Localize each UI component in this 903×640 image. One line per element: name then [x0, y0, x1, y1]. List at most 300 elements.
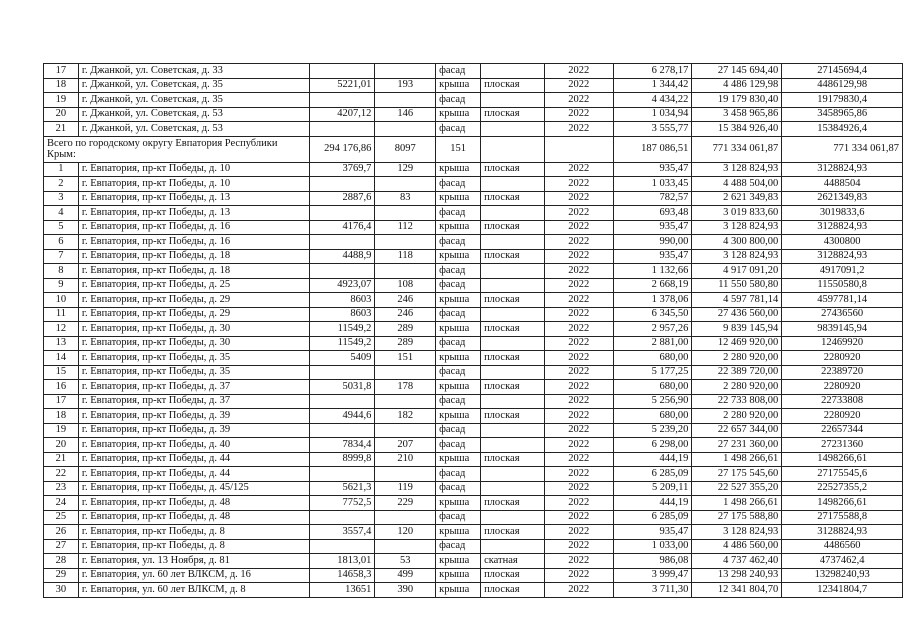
area-cell	[310, 264, 375, 279]
area-cell	[310, 93, 375, 108]
residents-cell: 53	[375, 554, 436, 569]
cost-cell: 2 280 920,00	[692, 409, 782, 424]
address-cell: г. Евпатория, пр-кт Победы, д. 35	[78, 351, 310, 366]
address-cell: г. Евпатория, пр-кт Победы, д. 45/125	[78, 481, 310, 496]
row-number-cell: 26	[44, 525, 79, 540]
unit-cost-cell: 782,57	[613, 191, 692, 206]
year-cell: 2022	[544, 206, 613, 221]
cost-total-cell: 2280920	[782, 351, 903, 366]
cost-total-cell: 27436560	[782, 307, 903, 322]
cost-total-cell: 22733808	[782, 394, 903, 409]
year-cell: 2022	[544, 467, 613, 482]
address-cell: г. Евпатория, пр-кт Победы, д. 44	[78, 467, 310, 482]
unit-cost-cell: 5 256,90	[613, 394, 692, 409]
address-cell: г. Евпатория, пр-кт Победы, д. 30	[78, 322, 310, 337]
residents-cell: 207	[375, 438, 436, 453]
roof-type-cell	[481, 510, 545, 525]
table-row	[44, 336, 903, 351]
cost-total-cell: 3458965,86	[782, 107, 903, 122]
cost-total-cell: 11550580,8	[782, 278, 903, 293]
year-cell: 2022	[544, 380, 613, 395]
year-cell: 2022	[544, 177, 613, 192]
area-cell	[310, 177, 375, 192]
row-number-cell: 4	[44, 206, 79, 221]
table-row	[44, 380, 903, 395]
total-row	[44, 136, 903, 162]
cost-cell: 9 839 145,94	[692, 322, 782, 337]
residents-cell: 229	[375, 496, 436, 511]
table-row	[44, 78, 903, 93]
total-count: 151	[436, 136, 481, 162]
table-row	[44, 583, 903, 598]
year-cell: 2022	[544, 322, 613, 337]
unit-cost-cell: 1 033,45	[613, 177, 692, 192]
table-row	[44, 510, 903, 525]
table-row	[44, 496, 903, 511]
unit-cost-cell: 4 434,22	[613, 93, 692, 108]
address-cell: г. Евпатория, пр-кт Победы, д. 40	[78, 438, 310, 453]
cost-cell: 1 498 266,61	[692, 496, 782, 511]
cost-total-cell: 1498266,61	[782, 452, 903, 467]
year-cell: 2022	[544, 481, 613, 496]
cost-cell: 12 341 804,70	[692, 583, 782, 598]
address-cell: г. Евпатория, ул. 13 Ноября, д. 81	[78, 554, 310, 569]
element-cell: фасад	[436, 394, 481, 409]
table-row	[44, 307, 903, 322]
address-cell: г. Евпатория, ул. 60 лет ВЛКСМ, д. 8	[78, 583, 310, 598]
row-number-cell: 20	[44, 107, 79, 122]
element-cell: крыша	[436, 220, 481, 235]
area-cell: 4176,4	[310, 220, 375, 235]
roof-type-cell	[481, 235, 545, 250]
area-cell	[310, 235, 375, 250]
address-cell: г. Евпатория, пр-кт Победы, д. 10	[78, 162, 310, 177]
address-cell: г. Евпатория, пр-кт Победы, д. 29	[78, 307, 310, 322]
unit-cost-cell: 680,00	[613, 409, 692, 424]
unit-cost-cell: 680,00	[613, 380, 692, 395]
cost-total-cell: 1498266,61	[782, 496, 903, 511]
top-rows	[44, 64, 903, 137]
roof-type-cell: плоская	[481, 496, 545, 511]
row-number-cell: 28	[44, 554, 79, 569]
address-cell: г. Евпатория, пр-кт Победы, д. 39	[78, 409, 310, 424]
table-row	[44, 554, 903, 569]
element-cell: фасад	[436, 467, 481, 482]
area-cell: 7834,4	[310, 438, 375, 453]
cost-cell: 1 498 266,61	[692, 452, 782, 467]
roof-type-cell	[481, 206, 545, 221]
roof-type-cell	[481, 394, 545, 409]
cost-cell: 4 486 129,98	[692, 78, 782, 93]
row-number-cell: 15	[44, 365, 79, 380]
cost-total-cell: 27231360	[782, 438, 903, 453]
element-cell: фасад	[436, 64, 481, 79]
address-cell: г. Евпатория, пр-кт Победы, д. 30	[78, 336, 310, 351]
address-cell: г. Евпатория, пр-кт Победы, д. 29	[78, 293, 310, 308]
element-cell: фасад	[436, 278, 481, 293]
address-cell: г. Евпатория, пр-кт Победы, д. 39	[78, 423, 310, 438]
cost-total-cell: 22389720	[782, 365, 903, 380]
year-cell: 2022	[544, 162, 613, 177]
residents-cell: 120	[375, 525, 436, 540]
table-row	[44, 278, 903, 293]
residents-cell	[375, 177, 436, 192]
cost-total-cell: 12341804,7	[782, 583, 903, 598]
year-cell: 2022	[544, 264, 613, 279]
address-cell: г. Евпатория, пр-кт Победы, д. 10	[78, 177, 310, 192]
area-cell	[310, 122, 375, 137]
roof-type-cell: плоская	[481, 107, 545, 122]
row-number-cell: 2	[44, 177, 79, 192]
residents-cell: 83	[375, 191, 436, 206]
total-year	[544, 136, 613, 162]
year-cell: 2022	[544, 568, 613, 583]
table-row	[44, 93, 903, 108]
element-cell: фасад	[436, 206, 481, 221]
element-cell: фасад	[436, 93, 481, 108]
cost-cell: 2 280 920,00	[692, 351, 782, 366]
residents-cell: 182	[375, 409, 436, 424]
unit-cost-cell: 1 378,06	[613, 293, 692, 308]
roof-type-cell: скатная	[481, 554, 545, 569]
element-cell: фасад	[436, 481, 481, 496]
element-cell: фасад	[436, 510, 481, 525]
area-cell: 3557,4	[310, 525, 375, 540]
residents-cell: 210	[375, 452, 436, 467]
unit-cost-cell: 6 298,00	[613, 438, 692, 453]
cost-cell: 27 175 545,60	[692, 467, 782, 482]
cost-cell: 27 436 560,00	[692, 307, 782, 322]
area-cell: 1813,01	[310, 554, 375, 569]
area-cell	[310, 206, 375, 221]
cost-cell: 4 488 504,00	[692, 177, 782, 192]
cost-cell: 22 389 720,00	[692, 365, 782, 380]
element-cell: крыша	[436, 162, 481, 177]
row-number-cell: 10	[44, 293, 79, 308]
area-cell: 4944,6	[310, 409, 375, 424]
residents-cell: 151	[375, 351, 436, 366]
cost-total-cell: 4488504	[782, 177, 903, 192]
unit-cost-cell: 6 345,50	[613, 307, 692, 322]
cost-total-cell: 12469920	[782, 336, 903, 351]
cost-cell: 4 300 800,00	[692, 235, 782, 250]
table-row	[44, 122, 903, 137]
area-cell: 11549,2	[310, 322, 375, 337]
unit-cost-cell: 986,08	[613, 554, 692, 569]
unit-cost-cell: 3 999,47	[613, 568, 692, 583]
roof-type-cell: плоская	[481, 191, 545, 206]
row-number-cell: 11	[44, 307, 79, 322]
row-number-cell: 16	[44, 380, 79, 395]
cost-total-cell: 2280920	[782, 409, 903, 424]
address-cell: г. Евпатория, пр-кт Победы, д. 13	[78, 191, 310, 206]
year-cell: 2022	[544, 336, 613, 351]
area-cell: 7752,5	[310, 496, 375, 511]
area-cell: 8603	[310, 293, 375, 308]
table-row	[44, 539, 903, 554]
table-row	[44, 452, 903, 467]
address-cell: г. Джанкой, ул. Советская, д. 35	[78, 78, 310, 93]
cost-total-cell: 4486129,98	[782, 78, 903, 93]
row-number-cell: 25	[44, 510, 79, 525]
element-cell: фасад	[436, 307, 481, 322]
address-cell: г. Евпатория, пр-кт Победы, д. 48	[78, 510, 310, 525]
total-area: 294 176,86	[310, 136, 375, 162]
row-number-cell: 19	[44, 93, 79, 108]
total-rate: 187 086,51	[613, 136, 692, 162]
year-cell: 2022	[544, 351, 613, 366]
area-cell	[310, 510, 375, 525]
element-cell: фасад	[436, 365, 481, 380]
roof-type-cell: плоская	[481, 249, 545, 264]
row-number-cell: 20	[44, 438, 79, 453]
unit-cost-cell: 1 033,00	[613, 539, 692, 554]
element-cell: фасад	[436, 235, 481, 250]
residents-cell	[375, 467, 436, 482]
address-cell: г. Евпатория, пр-кт Победы, д. 8	[78, 539, 310, 554]
year-cell: 2022	[544, 539, 613, 554]
residents-cell	[375, 64, 436, 79]
table-row	[44, 220, 903, 235]
table-row	[44, 322, 903, 337]
row-number-cell: 13	[44, 336, 79, 351]
cost-cell: 4 597 781,14	[692, 293, 782, 308]
main-rows	[44, 162, 903, 597]
cost-cell: 22 527 355,20	[692, 481, 782, 496]
unit-cost-cell: 2 668,19	[613, 278, 692, 293]
row-number-cell: 17	[44, 64, 79, 79]
table-row	[44, 64, 903, 79]
area-cell: 2887,6	[310, 191, 375, 206]
cost-cell: 3 128 824,93	[692, 220, 782, 235]
cost-cell: 2 621 349,83	[692, 191, 782, 206]
residents-cell: 193	[375, 78, 436, 93]
residents-cell: 112	[375, 220, 436, 235]
residents-cell	[375, 235, 436, 250]
row-number-cell: 17	[44, 394, 79, 409]
area-cell: 5621,3	[310, 481, 375, 496]
row-number-cell: 7	[44, 249, 79, 264]
roof-type-cell: плоская	[481, 525, 545, 540]
row-number-cell: 12	[44, 322, 79, 337]
element-cell: фасад	[436, 423, 481, 438]
cost-total-cell: 3128824,93	[782, 220, 903, 235]
address-cell: г. Джанкой, ул. Советская, д. 33	[78, 64, 310, 79]
repair-schedule-table	[43, 63, 903, 598]
cost-cell: 3 458 965,86	[692, 107, 782, 122]
unit-cost-cell: 5 209,11	[613, 481, 692, 496]
address-cell: г. Евпатория, ул. 60 лет ВЛКСМ, д. 16	[78, 568, 310, 583]
roof-type-cell	[481, 481, 545, 496]
cost-cell: 13 298 240,93	[692, 568, 782, 583]
roof-type-cell	[481, 423, 545, 438]
residents-cell: 118	[375, 249, 436, 264]
unit-cost-cell: 6 278,17	[613, 64, 692, 79]
year-cell: 2022	[544, 452, 613, 467]
total-type	[481, 136, 545, 162]
element-cell: крыша	[436, 107, 481, 122]
table-row	[44, 481, 903, 496]
cost-cell: 3 128 824,93	[692, 525, 782, 540]
cost-cell: 3 019 833,60	[692, 206, 782, 221]
area-cell: 5409	[310, 351, 375, 366]
residents-cell: 129	[375, 162, 436, 177]
roof-type-cell: плоская	[481, 220, 545, 235]
row-number-cell: 21	[44, 122, 79, 137]
residents-cell	[375, 539, 436, 554]
address-cell: г. Евпатория, пр-кт Победы, д. 16	[78, 220, 310, 235]
table-row	[44, 293, 903, 308]
total-title: Всего по городскому округу Евпатория Республики Крым:	[44, 136, 310, 162]
roof-type-cell	[481, 177, 545, 192]
cost-total-cell: 27175545,6	[782, 467, 903, 482]
address-cell: г. Евпатория, пр-кт Победы, д. 37	[78, 380, 310, 395]
element-cell: крыша	[436, 249, 481, 264]
residents-cell	[375, 394, 436, 409]
cost-cell: 4 737 462,40	[692, 554, 782, 569]
year-cell: 2022	[544, 365, 613, 380]
cost-total-cell: 4300800	[782, 235, 903, 250]
year-cell: 2022	[544, 510, 613, 525]
area-cell	[310, 64, 375, 79]
roof-type-cell	[481, 264, 545, 279]
table-row	[44, 177, 903, 192]
table-row	[44, 191, 903, 206]
roof-type-cell	[481, 467, 545, 482]
table-row	[44, 423, 903, 438]
year-cell: 2022	[544, 394, 613, 409]
cost-total-cell: 2621349,83	[782, 191, 903, 206]
address-cell: г. Евпатория, пр-кт Победы, д. 48	[78, 496, 310, 511]
area-cell: 3769,7	[310, 162, 375, 177]
year-cell: 2022	[544, 496, 613, 511]
year-cell: 2022	[544, 409, 613, 424]
cost-cell: 22 733 808,00	[692, 394, 782, 409]
cost-cell: 4 917 091,20	[692, 264, 782, 279]
element-cell: крыша	[436, 554, 481, 569]
roof-type-cell: плоская	[481, 452, 545, 467]
unit-cost-cell: 2 957,26	[613, 322, 692, 337]
roof-type-cell	[481, 365, 545, 380]
element-cell: крыша	[436, 452, 481, 467]
cost-total-cell: 27175588,8	[782, 510, 903, 525]
roof-type-cell	[481, 122, 545, 137]
year-cell: 2022	[544, 191, 613, 206]
year-cell: 2022	[544, 583, 613, 598]
year-cell: 2022	[544, 78, 613, 93]
unit-cost-cell: 5 177,25	[613, 365, 692, 380]
total-section	[44, 136, 903, 162]
cost-cell: 3 128 824,93	[692, 249, 782, 264]
cost-total-cell: 4597781,14	[782, 293, 903, 308]
address-cell: г. Евпатория, пр-кт Победы, д. 18	[78, 249, 310, 264]
unit-cost-cell: 444,19	[613, 452, 692, 467]
element-cell: крыша	[436, 351, 481, 366]
cost-total-cell: 3128824,93	[782, 162, 903, 177]
roof-type-cell	[481, 307, 545, 322]
element-cell: крыша	[436, 191, 481, 206]
unit-cost-cell: 935,47	[613, 220, 692, 235]
year-cell: 2022	[544, 278, 613, 293]
unit-cost-cell: 3 711,30	[613, 583, 692, 598]
address-cell: г. Евпатория, пр-кт Победы, д. 13	[78, 206, 310, 221]
table-row	[44, 162, 903, 177]
roof-type-cell: плоская	[481, 380, 545, 395]
element-cell: фасад	[436, 438, 481, 453]
row-number-cell: 19	[44, 423, 79, 438]
cost-total-cell: 2280920	[782, 380, 903, 395]
element-cell: крыша	[436, 496, 481, 511]
element-cell: фасад	[436, 264, 481, 279]
residents-cell: 119	[375, 481, 436, 496]
year-cell: 2022	[544, 93, 613, 108]
area-cell: 8999,8	[310, 452, 375, 467]
row-number-cell: 30	[44, 583, 79, 598]
year-cell: 2022	[544, 122, 613, 137]
cost-total-cell: 22657344	[782, 423, 903, 438]
table-row	[44, 394, 903, 409]
unit-cost-cell: 680,00	[613, 351, 692, 366]
cost-cell: 3 128 824,93	[692, 162, 782, 177]
row-number-cell: 5	[44, 220, 79, 235]
total-people: 8097	[375, 136, 436, 162]
roof-type-cell: плоская	[481, 293, 545, 308]
unit-cost-cell: 990,00	[613, 235, 692, 250]
residents-cell: 499	[375, 568, 436, 583]
cost-total-cell: 19179830,4	[782, 93, 903, 108]
row-number-cell: 29	[44, 568, 79, 583]
cost-total-cell: 9839145,94	[782, 322, 903, 337]
element-cell: фасад	[436, 539, 481, 554]
element-cell: крыша	[436, 568, 481, 583]
table-row	[44, 365, 903, 380]
element-cell: фасад	[436, 122, 481, 137]
unit-cost-cell: 3 555,77	[613, 122, 692, 137]
row-number-cell: 1	[44, 162, 79, 177]
residents-cell: 108	[375, 278, 436, 293]
table-row	[44, 525, 903, 540]
unit-cost-cell: 1 132,66	[613, 264, 692, 279]
year-cell: 2022	[544, 293, 613, 308]
area-cell: 8603	[310, 307, 375, 322]
address-cell: г. Евпатория, пр-кт Победы, д. 35	[78, 365, 310, 380]
row-number-cell: 27	[44, 539, 79, 554]
row-number-cell: 23	[44, 481, 79, 496]
cost-total-cell: 13298240,93	[782, 568, 903, 583]
roof-type-cell	[481, 64, 545, 79]
address-cell: г. Евпатория, пр-кт Победы, д. 18	[78, 264, 310, 279]
total-cost: 771 334 061,87	[692, 136, 782, 162]
cost-cell: 2 280 920,00	[692, 380, 782, 395]
table-row	[44, 438, 903, 453]
cost-total-cell: 4737462,4	[782, 554, 903, 569]
year-cell: 2022	[544, 525, 613, 540]
roof-type-cell	[481, 278, 545, 293]
cost-total-cell: 3128824,93	[782, 249, 903, 264]
area-cell: 4488,9	[310, 249, 375, 264]
roof-type-cell: плоская	[481, 583, 545, 598]
area-cell	[310, 365, 375, 380]
cost-cell: 11 550 580,80	[692, 278, 782, 293]
residents-cell	[375, 365, 436, 380]
row-number-cell: 14	[44, 351, 79, 366]
element-cell: фасад	[436, 177, 481, 192]
element-cell: крыша	[436, 322, 481, 337]
cost-total-cell: 15384926,4	[782, 122, 903, 137]
year-cell: 2022	[544, 307, 613, 322]
residents-cell: 246	[375, 307, 436, 322]
year-cell: 2022	[544, 220, 613, 235]
